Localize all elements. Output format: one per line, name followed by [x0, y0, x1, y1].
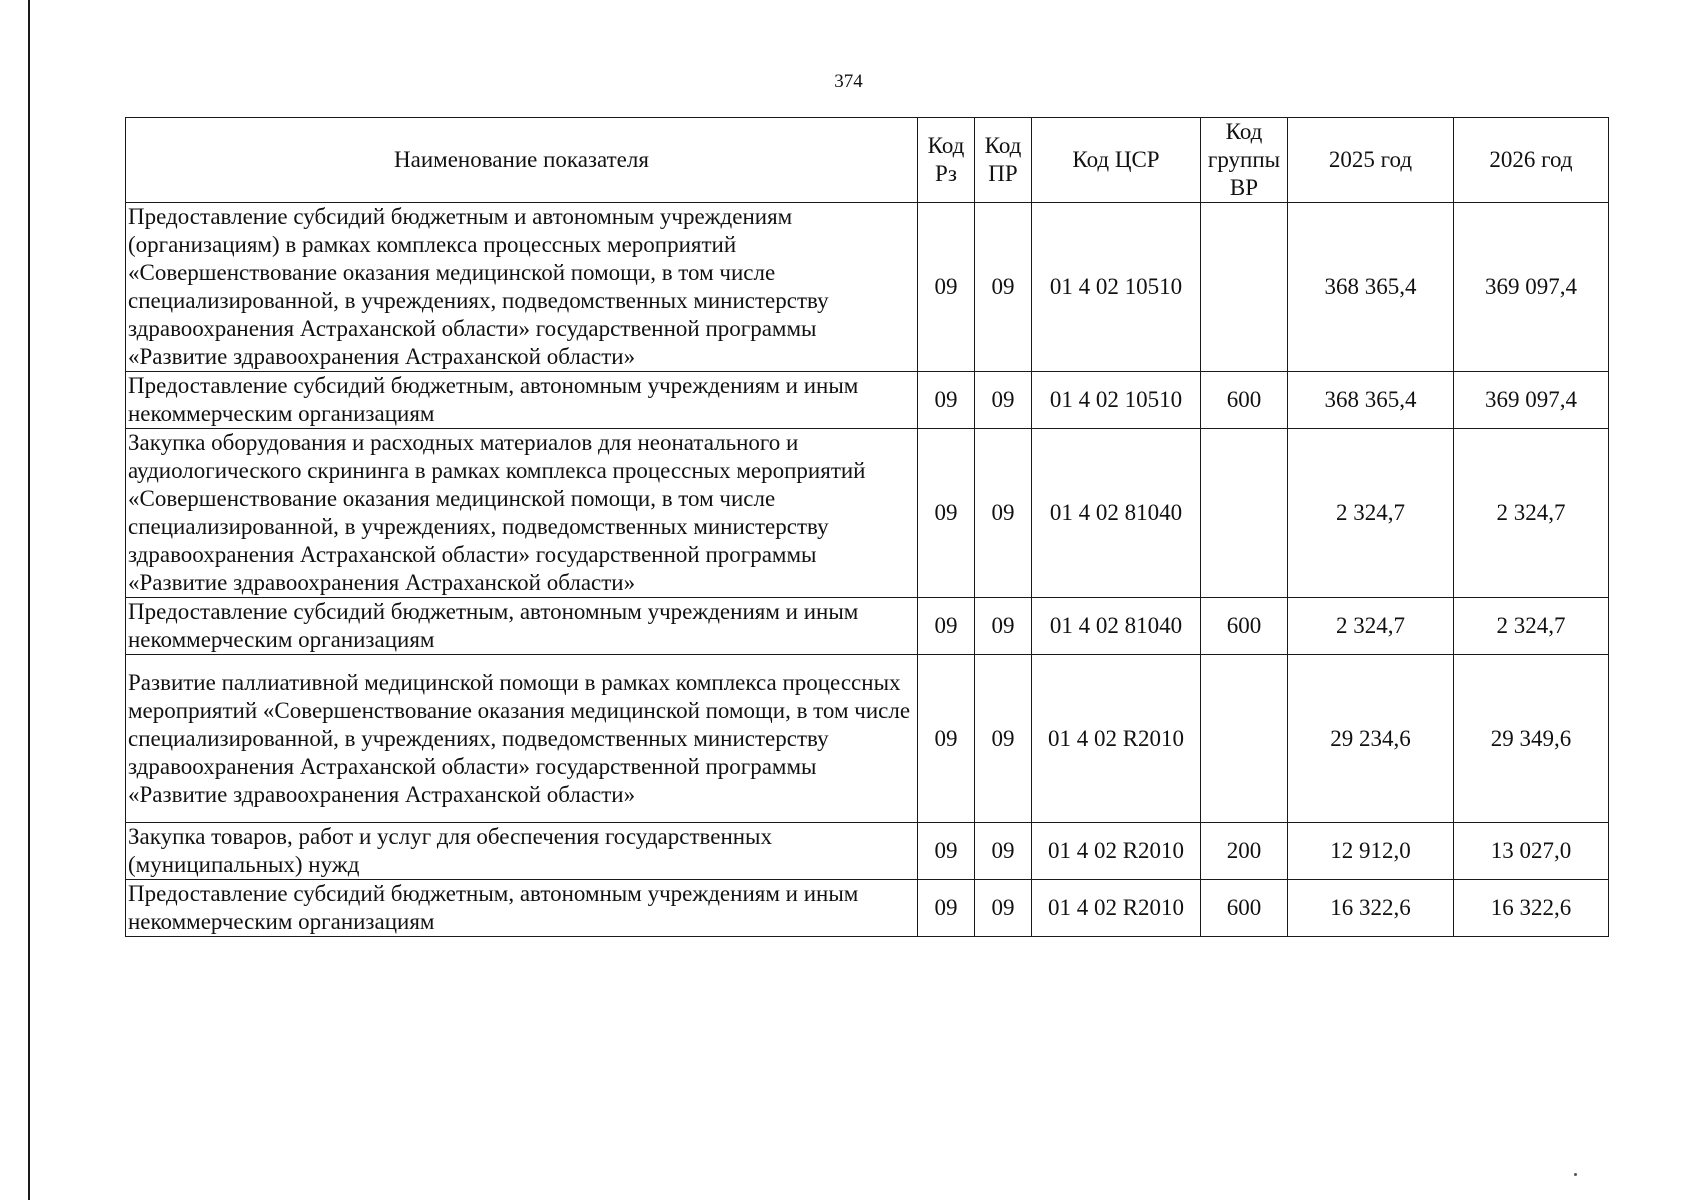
row-rz: 09 [918, 372, 975, 429]
row-name: Предоставление субсидий бюджетным и автономным учреждениям (организациям) в рамках комплекса процессных мероприятий «Совершенствование оказания медицинской помощи, в том числе специализированной, в учреждениях, подведомственных министерству здравоохранения Астраханской области» государственной программы «Развитие здравоохранения Астраханской области» [126, 203, 918, 372]
row-2026: 2 324,7 [1454, 429, 1609, 598]
row-name: Закупка товаров, работ и услуг для обеспечения государственных (муниципальных) нужд [126, 823, 918, 880]
row-2025: 16 322,6 [1288, 880, 1454, 937]
row-vr: 600 [1201, 598, 1288, 655]
row-rz: 09 [918, 203, 975, 372]
row-rz: 09 [918, 429, 975, 598]
row-pr: 09 [975, 372, 1032, 429]
row-pr: 09 [975, 429, 1032, 598]
row-2026: 29 349,6 [1454, 655, 1609, 823]
row-csr: 01 4 02 R2010 [1032, 655, 1201, 823]
row-pr: 09 [975, 880, 1032, 937]
row-pr: 09 [975, 655, 1032, 823]
row-csr: 01 4 02 10510 [1032, 203, 1201, 372]
row-vr [1201, 203, 1288, 372]
table-row [126, 598, 1609, 655]
row-2026: 369 097,4 [1454, 203, 1609, 372]
row-rz: 09 [918, 598, 975, 655]
table-row [126, 823, 1609, 880]
row-2025: 2 324,7 [1288, 429, 1454, 598]
row-csr: 01 4 02 R2010 [1032, 880, 1201, 937]
row-2025: 368 365,4 [1288, 372, 1454, 429]
scan-speck [1574, 1173, 1577, 1176]
header-rz: Код Рз [918, 118, 975, 203]
row-2025: 12 912,0 [1288, 823, 1454, 880]
row-name: Развитие паллиативной медицинской помощи в рамках комплекса процессных мероприятий «Совершенствование оказания медицинской помощи, в том числе специализированной, в учреждениях, подведомственных министерству здравоохранения Астраханской области» государственной программы «Развитие здравоохранения Астраханской области» [126, 655, 918, 823]
row-csr: 01 4 02 81040 [1032, 598, 1201, 655]
row-name: Закупка оборудования и расходных материалов для неонатального и аудиологического скрининга в рамках комплекса процессных мероприятий «Совершенствование оказания медицинской помощи, в том числе специализированной, в учреждениях, подведомственных министерству здравоохранения Астраханской области» государственной программы «Развитие здравоохранения Астраханской области» [126, 429, 918, 598]
row-rz: 09 [918, 823, 975, 880]
row-vr: 600 [1201, 372, 1288, 429]
row-vr: 600 [1201, 880, 1288, 937]
table-row [126, 372, 1609, 429]
table-header-row [126, 118, 1609, 203]
row-name: Предоставление субсидий бюджетным, автономным учреждениям и иным некоммерческим организациям [126, 880, 918, 937]
row-vr [1201, 429, 1288, 598]
header-2025: 2025 год [1288, 118, 1454, 203]
row-pr: 09 [975, 598, 1032, 655]
row-2025: 368 365,4 [1288, 203, 1454, 372]
row-vr: 200 [1201, 823, 1288, 880]
header-csr: Код ЦСР [1032, 118, 1201, 203]
row-2026: 13 027,0 [1454, 823, 1609, 880]
row-csr: 01 4 02 10510 [1032, 372, 1201, 429]
row-pr: 09 [975, 203, 1032, 372]
row-2026: 369 097,4 [1454, 372, 1609, 429]
row-csr: 01 4 02 81040 [1032, 429, 1201, 598]
page-number: 374 [834, 71, 863, 92]
row-2025: 2 324,7 [1288, 598, 1454, 655]
row-pr: 09 [975, 823, 1032, 880]
row-rz: 09 [918, 880, 975, 937]
scan-edge-line [28, 0, 30, 1200]
row-vr [1201, 655, 1288, 823]
table-row [126, 880, 1609, 937]
row-csr: 01 4 02 R2010 [1032, 823, 1201, 880]
header-name: Наименование показателя [126, 118, 918, 203]
row-name: Предоставление субсидий бюджетным, автономным учреждениям и иным некоммерческим организациям [126, 598, 918, 655]
row-rz: 09 [918, 655, 975, 823]
table-row [126, 203, 1609, 372]
row-2026: 16 322,6 [1454, 880, 1609, 937]
table-row [126, 655, 1609, 823]
header-pr: Код ПР [975, 118, 1032, 203]
table-row [126, 429, 1609, 598]
header-2026: 2026 год [1454, 118, 1609, 203]
row-2026: 2 324,7 [1454, 598, 1609, 655]
row-2025: 29 234,6 [1288, 655, 1454, 823]
row-name: Предоставление субсидий бюджетным, автономным учреждениям и иным некоммерческим организациям [126, 372, 918, 429]
budget-table [125, 117, 1609, 937]
header-vr: Код группы ВР [1201, 118, 1288, 203]
